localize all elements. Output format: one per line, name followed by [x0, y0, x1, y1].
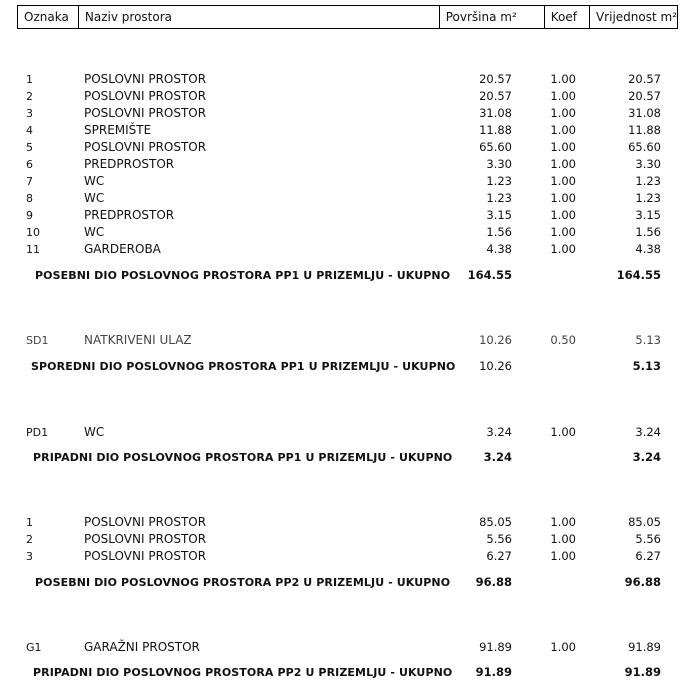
row-koef: 1.00 [550, 140, 576, 154]
row-name: POSLOVNI PROSTOR [84, 72, 207, 86]
table-row [0, 105, 680, 122]
table-row [0, 639, 680, 656]
table-header [17, 5, 678, 29]
total-value: 91.89 [624, 665, 661, 679]
header-vrijednost: Vrijednost m² [595, 10, 677, 24]
table-row [0, 332, 680, 349]
row-area: 65.60 [479, 140, 512, 154]
header-povrsina: Površina m² [440, 6, 545, 28]
row-value: 1.23 [635, 191, 661, 205]
total-value: 164.55 [616, 268, 661, 282]
row-area: 85.05 [479, 515, 512, 529]
row-value: 20.57 [628, 89, 661, 103]
row-value: 11.88 [628, 123, 661, 137]
row-area: 20.57 [479, 72, 512, 86]
total-row [0, 358, 680, 375]
row-koef: 1.00 [550, 208, 576, 222]
row-name: GARAŽNI PROSTOR [84, 640, 200, 654]
row-koef: 1.00 [550, 123, 576, 137]
row-code: 2 [26, 533, 33, 546]
total-label: SPOREDNI DIO POSLOVNOG PROSTORA PP1 U PRIZEMLJU - UKUPNO [31, 360, 456, 373]
table-row [0, 424, 680, 441]
total-row [0, 267, 680, 284]
row-area: 5.56 [486, 532, 512, 546]
total-area: 96.88 [475, 575, 512, 589]
row-code: 6 [26, 158, 33, 171]
row-value: 65.60 [628, 140, 661, 154]
row-name: NATKRIVENI ULAZ [84, 333, 192, 347]
row-name: POSLOVNI PROSTOR [84, 140, 207, 154]
total-row [0, 574, 680, 591]
table-row [0, 173, 680, 190]
total-label: POSEBNI DIO POSLOVNOG PROSTORA PP2 U PRIZEMLJU - UKUPNO [35, 576, 451, 589]
header-oznaka: Oznaka [18, 6, 79, 28]
total-row [0, 664, 680, 681]
row-name: GARDEROBA [84, 242, 161, 256]
table-row [0, 139, 680, 156]
table-row [0, 88, 680, 105]
row-name: POSLOVNI PROSTOR [84, 89, 207, 103]
row-value: 3.30 [635, 157, 661, 171]
row-name: POSLOVNI PROSTOR [84, 515, 207, 529]
row-koef: 1.00 [550, 242, 576, 256]
table-row [0, 514, 680, 531]
row-koef: 1.00 [550, 89, 576, 103]
row-koef: 0.50 [550, 333, 576, 347]
row-code: 7 [26, 175, 33, 188]
row-value: 4.38 [635, 242, 661, 256]
row-code: 9 [26, 209, 33, 222]
row-value: 3.24 [635, 425, 661, 439]
row-koef: 1.00 [550, 515, 576, 529]
row-area: 20.57 [479, 89, 512, 103]
row-area: 1.23 [486, 191, 512, 205]
row-name: PREDPROSTOR [84, 157, 175, 171]
row-code: 10 [26, 226, 40, 239]
table-row [0, 122, 680, 139]
row-value: 5.56 [635, 532, 661, 546]
row-koef: 1.00 [550, 157, 576, 171]
row-koef: 1.00 [550, 106, 576, 120]
total-area: 164.55 [467, 268, 512, 282]
row-code: 3 [26, 107, 33, 120]
row-code: 3 [26, 550, 33, 563]
row-name: POSLOVNI PROSTOR [84, 106, 207, 120]
row-name: POSLOVNI PROSTOR [84, 532, 207, 546]
row-koef: 1.00 [550, 532, 576, 546]
table-row [0, 241, 680, 258]
row-name: WC [84, 174, 105, 188]
row-value: 31.08 [628, 106, 661, 120]
total-value: 3.24 [632, 450, 661, 464]
row-value: 5.13 [635, 333, 661, 347]
table-row [0, 71, 680, 88]
row-value: 1.23 [635, 174, 661, 188]
table-row [0, 224, 680, 241]
total-label: PRIPADNI DIO POSLOVNOG PROSTORA PP2 U PRIZEMLJU - UKUPNO [33, 666, 453, 679]
total-value: 5.13 [632, 359, 661, 373]
table-row [0, 207, 680, 224]
row-koef: 1.00 [550, 640, 576, 654]
row-value: 85.05 [628, 515, 661, 529]
row-value: 91.89 [628, 640, 661, 654]
row-area: 11.88 [479, 123, 512, 137]
row-area: 6.27 [486, 549, 512, 563]
table-row [0, 190, 680, 207]
row-area: 91.89 [479, 640, 512, 654]
row-area: 4.38 [486, 242, 512, 256]
row-value: 20.57 [628, 72, 661, 86]
row-koef: 1.00 [550, 191, 576, 205]
total-area: 3.24 [483, 450, 512, 464]
row-code: 11 [26, 243, 40, 256]
total-area: 10.26 [479, 359, 512, 373]
row-koef: 1.00 [550, 225, 576, 239]
total-area: 91.89 [475, 665, 512, 679]
row-code: 1 [26, 516, 33, 529]
row-area: 1.23 [486, 174, 512, 188]
total-row [0, 449, 680, 466]
row-koef: 1.00 [550, 425, 576, 439]
row-koef: 1.00 [550, 549, 576, 563]
header-koef: Koef [545, 6, 590, 28]
row-name: PREDPROSTOR [84, 208, 175, 222]
header-naziv: Naziv prostora [79, 6, 440, 28]
table-row [0, 156, 680, 173]
row-code: 1 [26, 73, 33, 86]
row-area: 31.08 [479, 106, 512, 120]
row-area: 3.24 [486, 425, 512, 439]
row-code: 8 [26, 192, 33, 205]
row-koef: 1.00 [550, 174, 576, 188]
row-code: G1 [26, 641, 42, 654]
total-label: PRIPADNI DIO POSLOVNOG PROSTORA PP1 U PRIZEMLJU - UKUPNO [33, 451, 453, 464]
row-area: 10.26 [479, 333, 512, 347]
row-value: 3.15 [635, 208, 661, 222]
total-value: 96.88 [624, 575, 661, 589]
row-value: 6.27 [635, 549, 661, 563]
row-code: 4 [26, 124, 33, 137]
row-code: 2 [26, 90, 33, 103]
row-koef: 1.00 [550, 72, 576, 86]
row-name: WC [84, 425, 105, 439]
row-code: SD1 [26, 334, 49, 347]
row-name: WC [84, 191, 105, 205]
row-value: 1.56 [635, 225, 661, 239]
row-area: 3.30 [486, 157, 512, 171]
row-name: WC [84, 225, 105, 239]
row-code: PD1 [26, 426, 49, 439]
total-label: POSEBNI DIO POSLOVNOG PROSTORA PP1 U PRIZEMLJU - UKUPNO [35, 269, 451, 282]
row-name: SPREMIŠTE [84, 123, 152, 137]
row-area: 1.56 [486, 225, 512, 239]
row-code: 5 [26, 141, 33, 154]
table-row [0, 548, 680, 565]
table-row [0, 531, 680, 548]
row-name: POSLOVNI PROSTOR [84, 549, 207, 563]
row-area: 3.15 [486, 208, 512, 222]
